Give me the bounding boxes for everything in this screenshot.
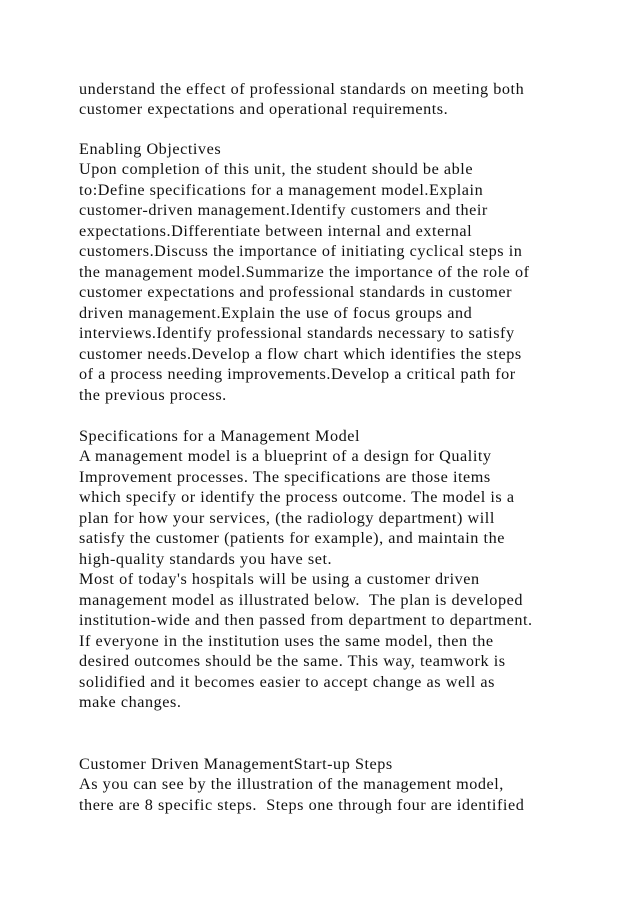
text-line: high-quality standards you have set. bbox=[79, 550, 333, 568]
text-line: satisfy the customer (patients for example), and maintain the bbox=[79, 529, 505, 547]
text-line: interviews.Identify professional standards necessary to satisfy bbox=[79, 324, 515, 342]
text-line: expectations.Differentiate between internal and external bbox=[79, 222, 473, 240]
text-line: plan for how your services, (the radiology department) will bbox=[79, 509, 495, 527]
text-line: As you can see by the illustration of the management model, bbox=[79, 775, 504, 793]
text-line: solidified and it becomes easier to accept change as well as bbox=[79, 673, 495, 691]
text-line: of a process needing improvements.Develop a critical path for bbox=[79, 365, 516, 383]
section-heading: Specifications for a Management Model bbox=[79, 427, 361, 445]
text-line: desired outcomes should be the same. This way, teamwork is bbox=[79, 652, 506, 670]
text-line: If everyone in the institution uses the same model, then the bbox=[79, 632, 494, 650]
text-line: customer expectations and professional standards in customer bbox=[79, 283, 513, 301]
text-line: customer needs.Develop a flow chart which identifies the steps bbox=[79, 345, 522, 363]
section-heading: Enabling Objectives bbox=[79, 140, 222, 158]
text-line: there are 8 specific steps. Steps one through four are identified bbox=[79, 796, 525, 814]
text-line: customers.Discuss the importance of initiating cyclical steps in bbox=[79, 242, 523, 260]
text-line: Improvement processes. The specifications are those items bbox=[79, 468, 491, 486]
section-heading: Customer Driven ManagementStart-up Steps bbox=[79, 755, 393, 773]
text-line: to:Define specifications for a management model.Explain bbox=[79, 181, 484, 199]
text-line: Upon completion of this unit, the student should be able bbox=[79, 160, 474, 178]
text-line: Most of today's hospitals will be using a customer driven bbox=[79, 570, 480, 588]
text-line: institution-wide and then passed from department to department. bbox=[79, 611, 533, 629]
text-line: which specify or identify the process outcome. The model is a bbox=[79, 488, 515, 506]
text-line: the previous process. bbox=[79, 386, 227, 404]
text-line: A management model is a blueprint of a design for Quality bbox=[79, 447, 492, 465]
text-line: management model as illustrated below. The plan is developed bbox=[79, 591, 523, 609]
text-line: driven management.Explain the use of focus groups and bbox=[79, 304, 473, 322]
text-line: customer expectations and operational requirements. bbox=[79, 100, 449, 118]
text-line: customer-driven management.Identify customers and their bbox=[79, 201, 488, 219]
text-line: understand the effect of professional standards on meeting both bbox=[79, 80, 525, 98]
text-line: make changes. bbox=[79, 693, 182, 711]
text-line: the management model.Summarize the importance of the role of bbox=[79, 263, 530, 281]
